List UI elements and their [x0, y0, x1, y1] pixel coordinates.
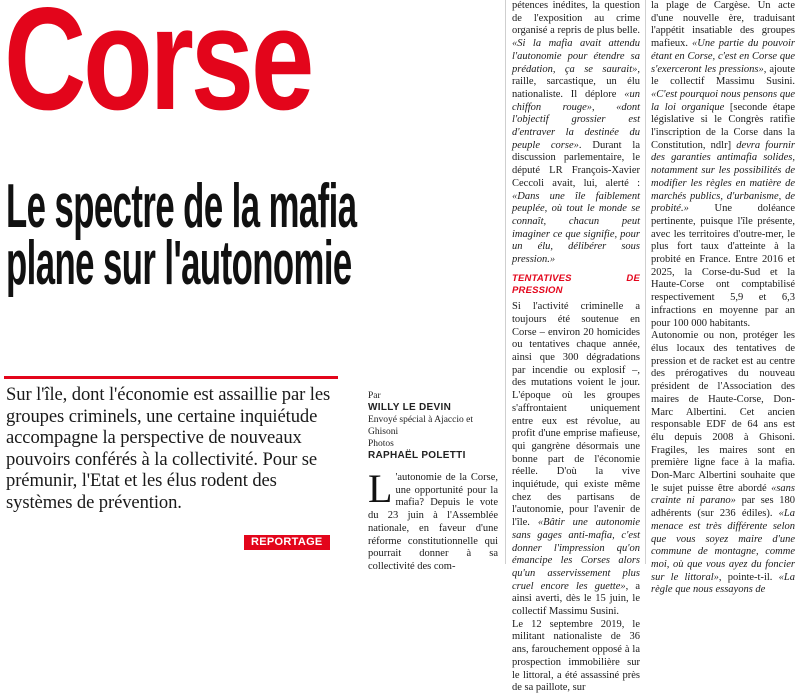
quote: «sans crainte ni parano»: [651, 482, 795, 507]
body-text: Si l'activité criminelle a toujours été soutenue en Corse – environ 20 homicides ou tentatives chaque année, ainsi que 300 dégradations par incendie ou explosif –, des mutations voient le jour. L'époque où les groupes s'affrontaient uniquement entre eux est révolue, au profit d'une emprise mafieuse, qui gangrène désormais une bonne part de l'économie réelle. D'où la vive inquiétude, qui existe même chez des partisans de l'autonomie, pour l'avenir de l'île.: [512, 301, 640, 529]
quote: «La menace est très différente selon que vous soyez maire d'une commune de montagne, comme moi, où que vous ayez du foncier sur le littoral»: [651, 508, 795, 583]
quote: «C'est pourquoi nous pensons que la loi organique: [651, 88, 795, 113]
headline: [6, 172, 357, 298]
quote: «La règle que nous essayons de: [651, 571, 795, 596]
section-tag: REPORTAGE: [244, 535, 330, 550]
body-paragraph: [512, 301, 640, 619]
section-subhead: TENTATIVES DE PRESSION: [512, 272, 640, 297]
headline-line-1: Le spectre de la mafia: [6, 172, 357, 241]
quote: «Bâtir une autonomie sans gages anti-mafia, c'est donner l'impression qu'on émancipe les Corses alors qu'un asservissement plus cruel encore les guette»: [512, 517, 640, 592]
quote: «dont l'objectif grossier est d'entraver la destinée du peuple corse»: [512, 101, 640, 151]
body-column-2: [512, 0, 640, 694]
body-text: la plage de Cargèse. Un acte d'une nouvelle ère, traduisant l'appétit insatiable des groupes mafieux.: [651, 0, 795, 50]
body-text: ,: [591, 101, 617, 113]
body-paragraph: [512, 0, 640, 267]
editor-note: [seconde étape législative si le Congrès ratifie l'inscription de la Corse dans la Constitution, ndlr]: [651, 101, 795, 151]
body-paragraph: [368, 466, 498, 574]
quote: «Dans une île faiblement peuplée, où tout le monde se connaît, chacun peut imaginer ce que signifie, pour un élu, délibérer sous pression.»: [512, 190, 640, 266]
body-text: , ajoute le collectif Massimu Susini.: [651, 63, 796, 88]
quote: «Si la mafia avait attendu l'autonomie pour étendre sa prédation, ça se saurait»: [512, 38, 640, 75]
body-text: , pointe-t-il.: [718, 571, 779, 583]
kicker-title: Corse: [4, 0, 312, 140]
headline-line-2: plane sur l'autonomie: [6, 229, 352, 298]
body-text: par ses 180 adhérents (sur 236 édiles).: [651, 495, 795, 520]
quote: «un chiffon rouge»: [512, 88, 640, 113]
column-divider: [645, 0, 646, 564]
byline-photos-label: Photos: [368, 439, 394, 449]
quote: devra fournir des garanties antimafia solides, notamment sur les possibilités de modifier les règles en matière de marchés publics, d'urbanisme, de probité.»: [651, 139, 795, 215]
body-text: Autonomie ou non, protéger les élus locaux des tentatives de pression et de racket est au centre des prérogatives du nouveau président de l'Association des maires de Haute-Corse, Don-Marc Albertini. Cet ancien responsable EDF de 64 ans est élu depuis 2008 à Ghisoni. Fragiles, les maires sont en première ligne face à la mafia. Don-Marc Albertini souhaite que le sujet puisse être abordé: [651, 330, 795, 494]
column-divider: [505, 0, 506, 564]
byline-photographer: RAPHAËL POLETTI: [368, 450, 466, 461]
body-paragraph: [651, 330, 795, 597]
body-text: pétences inédites, la question de l'exposition au crime organisé a repris de plus belle.: [512, 0, 640, 37]
byline: [368, 390, 498, 462]
body-text: , a ainsi averti, dès le 15 juin, le collectif Massimu Susini.: [512, 580, 640, 618]
body-column-3: [651, 0, 796, 596]
body-paragraph: [512, 619, 640, 695]
byline-by-label: Par: [368, 391, 381, 401]
body-text: . Durant la discussion parlementaire, le député LR François-Xavier Ceccoli avait, lui, alerté :: [512, 139, 640, 189]
drop-cap: L: [368, 466, 393, 511]
quote: «Une partie du pouvoir étant en Corse, c'est en Corse que s'exerceront les pressions»: [651, 38, 795, 75]
body-text: 'autonomie de la Corse, une opportunité pour la mafia? Depuis le vote du 23 juin à l'Assemblée nationale, en faveur d'une réforme constitutionnelle qui pourrait donner à sa collectivité des com-: [368, 472, 498, 572]
body-text: Le 12 septembre 2019, le militant nationaliste de 36 ans, farouchement opposé à la prospection immobilière sur le littoral, a été assassiné près de sa paillote, sur: [512, 618, 640, 694]
body-text: , raille, sarcastique, un élu nationaliste. Il déplore: [512, 63, 640, 100]
body-paragraph: [651, 0, 795, 330]
byline-author: WILLY LE DEVIN: [368, 402, 452, 413]
body-text: Une doléance pertinente, puisque l'île présente, avec les territoires d'outre-mer, le plus fort taux d'atteinte à la probité en France. Entre 2016 et 2025, la Corse-du-Sud et la Haute-Corse ont comptabilisé respectivement 5,9 et 6,3 infractions en moyenne par an pour 100 000 habitants.: [651, 203, 795, 329]
standfirst: Sur l'île, dont l'économie est assaillie par les groupes criminels, une certaine inquiétude accompagne la perspective de nouveaux pouvoirs conférés à la collectivité. Pour se prémunir, l'Etat et les élus rodent des systèmes de prévention.: [6, 384, 331, 513]
standfirst-rule: [4, 376, 338, 379]
byline-author-role: Envoyé spécial à Ajaccio et Ghisoni: [368, 415, 473, 437]
body-column-1: [368, 466, 498, 572]
